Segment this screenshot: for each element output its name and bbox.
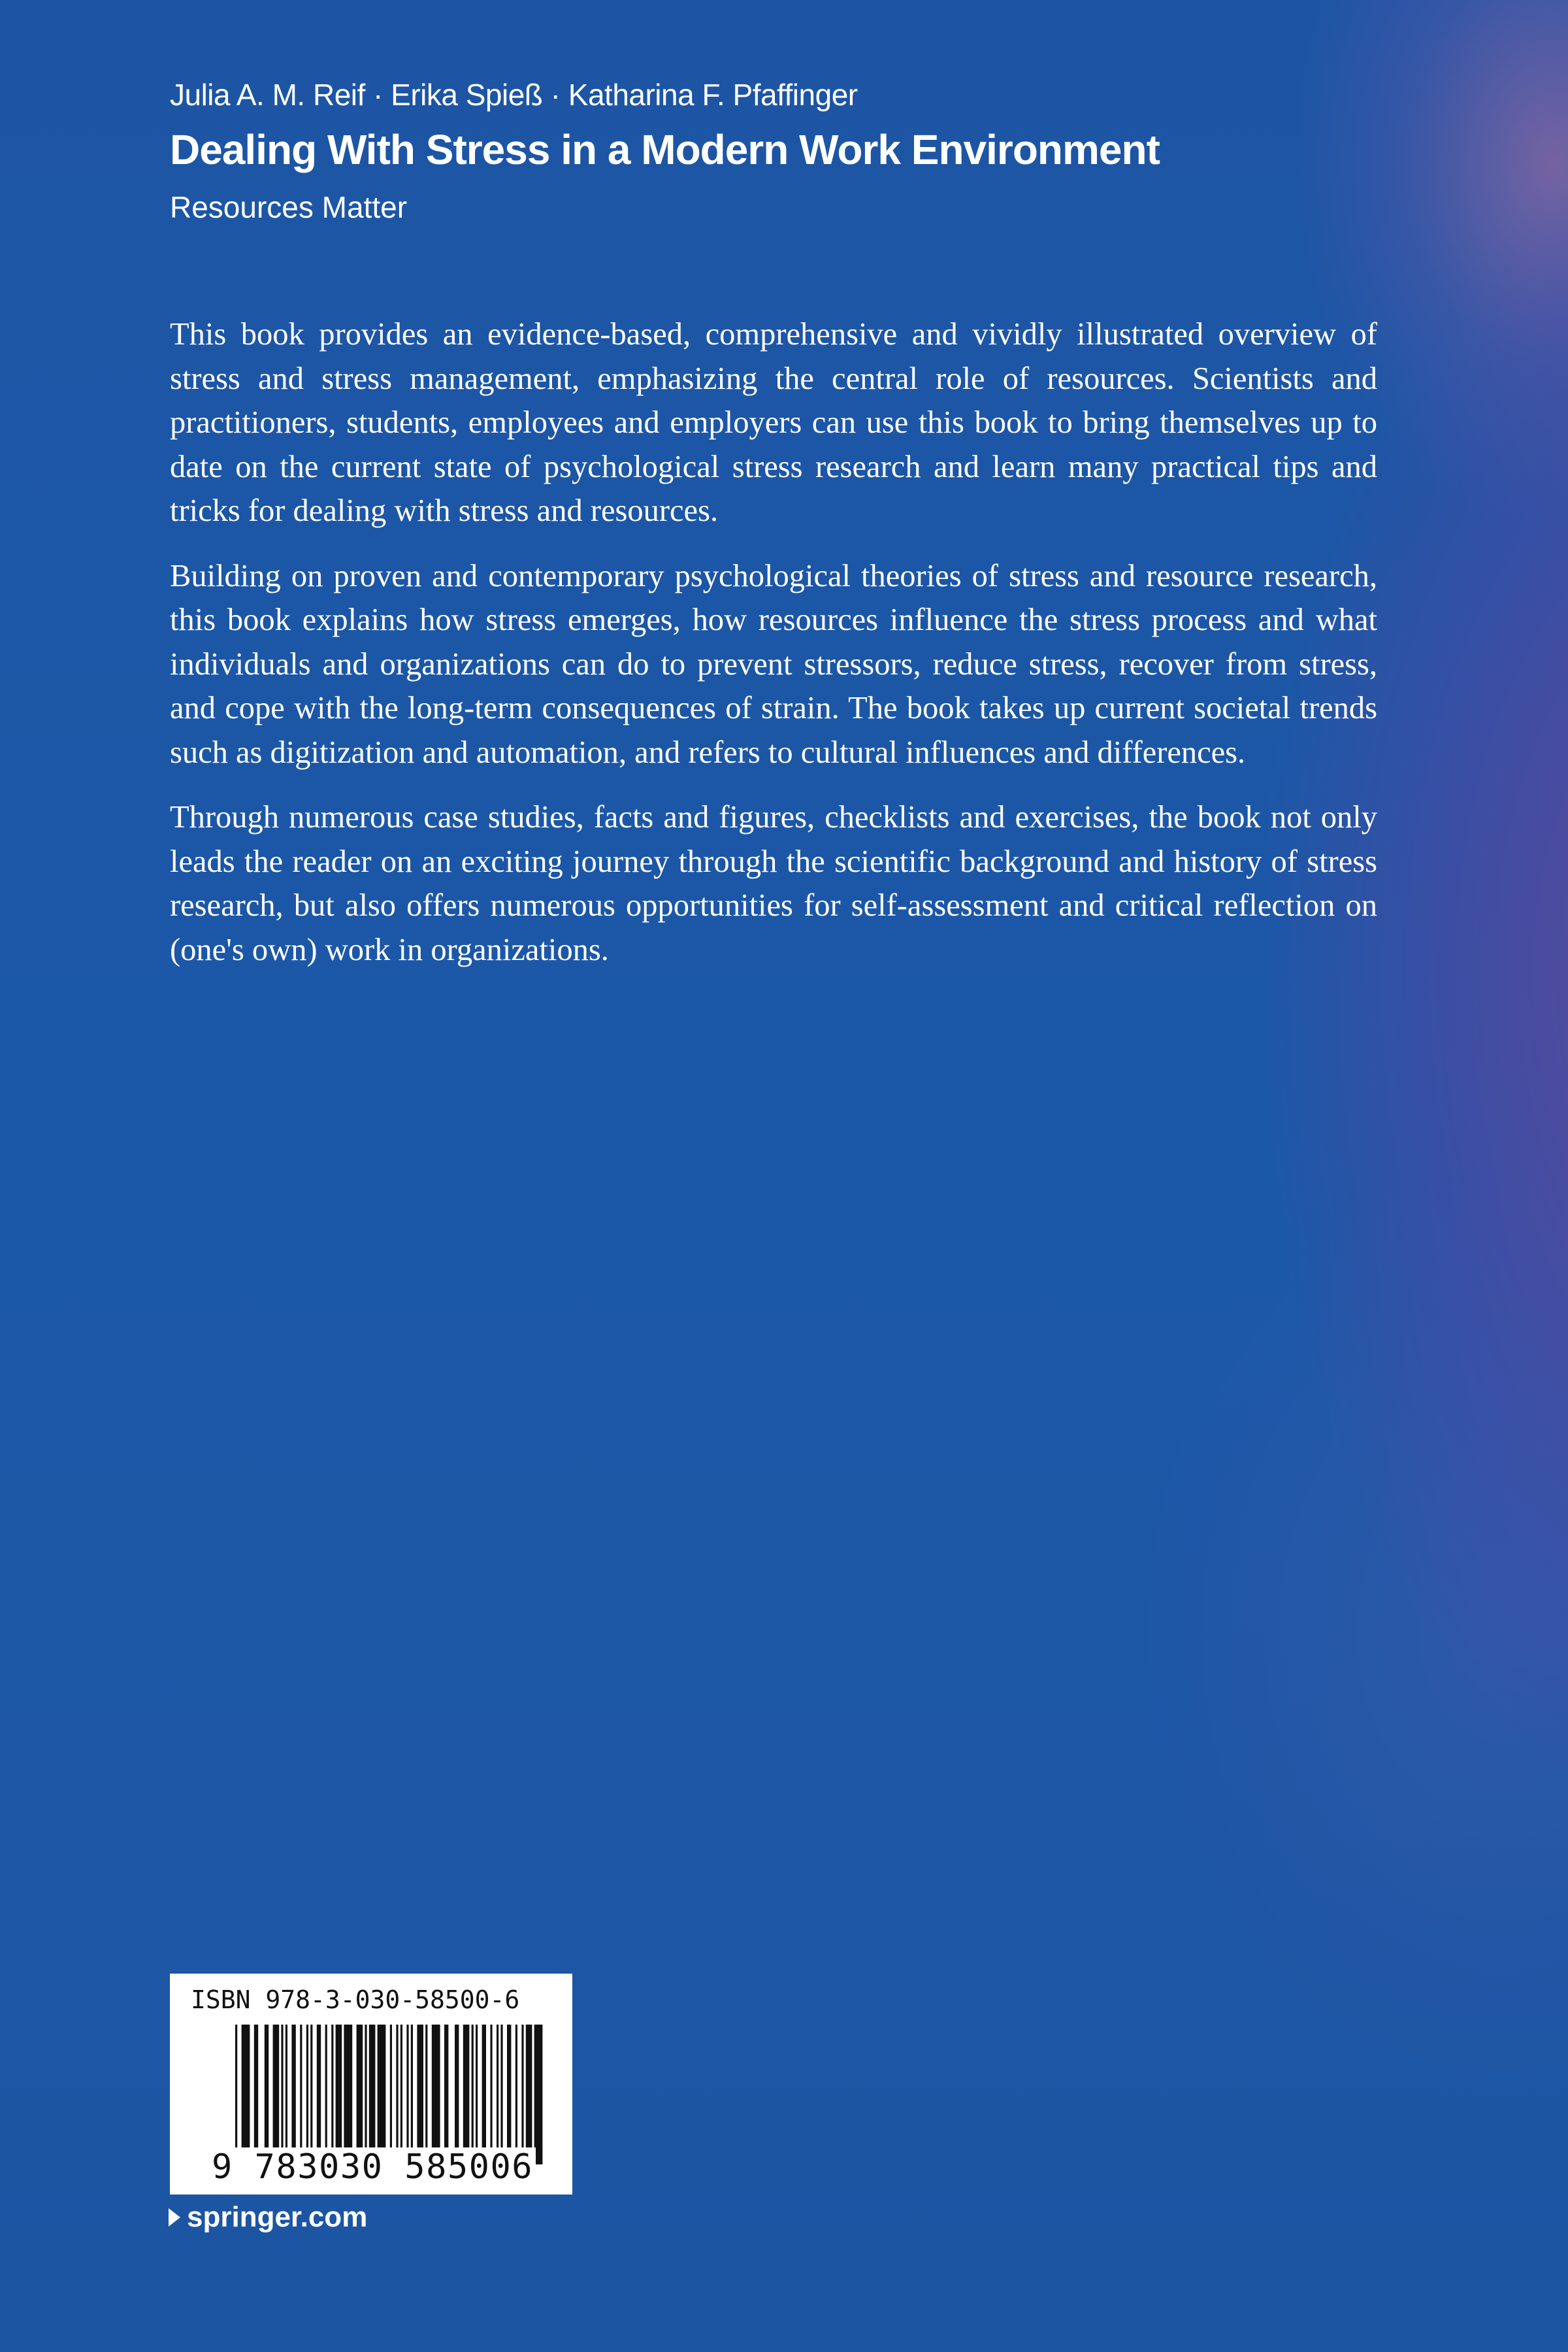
barcode-bar [265, 2025, 269, 2150]
barcode-bar [526, 2025, 532, 2150]
barcode-bar [463, 2025, 470, 2150]
barcode-bar [411, 2025, 413, 2150]
barcode-bar [417, 2025, 423, 2150]
barcode-bar [365, 2025, 367, 2150]
publisher-link[interactable] [169, 2201, 367, 2234]
barcode-bar [242, 2025, 250, 2164]
barcode-bar [390, 2025, 392, 2164]
barcode-bar [369, 2025, 376, 2150]
barcode-bar [476, 2025, 478, 2150]
barcode-bar [432, 2025, 440, 2150]
barcode-bar [425, 2025, 427, 2150]
blurb-paragraph-3: Through numerous case studies, facts and figures, checklists and exercises, the book not only leads the reader on an exciting journey through the scientific background and history of stress research, but also offers numerous opportunities for self-assessment and critical reflection on (one's own) work in organizations. [170, 800, 1377, 967]
barcode-digits: 9 783030 585006 [209, 2147, 536, 2187]
barcode-bar [515, 2025, 517, 2150]
barcode-bar [254, 2025, 258, 2150]
book-subtitle: Resources Matter [170, 190, 408, 224]
barcode-bar [507, 2025, 511, 2150]
barcode-bar [325, 2025, 327, 2150]
barcode-bar [300, 2025, 302, 2150]
isbn-barcode [170, 1974, 572, 2195]
author-list: Julia A. M. Reif · Erika Spieß · Katharina F. Pfaffinger [170, 78, 858, 112]
barcode-bar [406, 2025, 408, 2150]
barcode-bar [336, 2025, 342, 2150]
blurb-paragraph-2: Building on proven and contemporary psychological theories of stress and resource research, this book explains how stress emerges, how resources influence the stress process and what individuals and organizations can do to prevent stressors, reduce stress, recover from stress, and cope with the long-term consequences of strain. The book takes up current societal trends such as digitization and automation, and refers to cultural influences and differences. [170, 558, 1377, 770]
book-title: Dealing With Stress in a Modern Work Environment [170, 126, 1160, 173]
barcode-bar [490, 2025, 492, 2150]
barcode-bar [357, 2025, 363, 2150]
arrow-right-icon [169, 2208, 180, 2227]
barcode-bar [521, 2025, 523, 2150]
barcode-bar [482, 2025, 486, 2150]
barcode-bar [344, 2025, 352, 2150]
barcode-bar [396, 2025, 398, 2150]
barcode-bar [497, 2025, 498, 2150]
barcode-bar [317, 2025, 321, 2150]
barcode-bar [310, 2025, 312, 2150]
blurb-paragraph-1: This book provides an evidence-based, comprehensive and vividly illustrated overview of stress and stress management, emphasizing the central role of resources. Scientists and practitioners, students, employees and employers can use this book to bring themselves up to date on the current state of psychological stress research and learn many practical tips and tricks for dealing with stress and resources. [170, 317, 1377, 528]
barcode-bar [281, 2025, 283, 2150]
barcode-bar [291, 2025, 295, 2150]
barcode-bar [378, 2025, 386, 2150]
barcode-bar [534, 2025, 543, 2164]
barcode-bar [331, 2025, 333, 2150]
barcode-bar [306, 2025, 308, 2150]
barcode-bar [273, 2025, 280, 2150]
barcode-bar [286, 2025, 287, 2150]
barcode-bar [400, 2025, 402, 2150]
barcode-bar [444, 2025, 448, 2150]
barcode-bar [472, 2025, 474, 2150]
publisher-link-label: springer.com [187, 2201, 368, 2233]
barcode-bar [235, 2025, 237, 2164]
blurb-text [170, 312, 1377, 993]
barcode-bar [500, 2025, 502, 2150]
barcode-bar [455, 2025, 459, 2150]
isbn-label: ISBN 978-3-030-58500-6 [191, 1985, 520, 2014]
